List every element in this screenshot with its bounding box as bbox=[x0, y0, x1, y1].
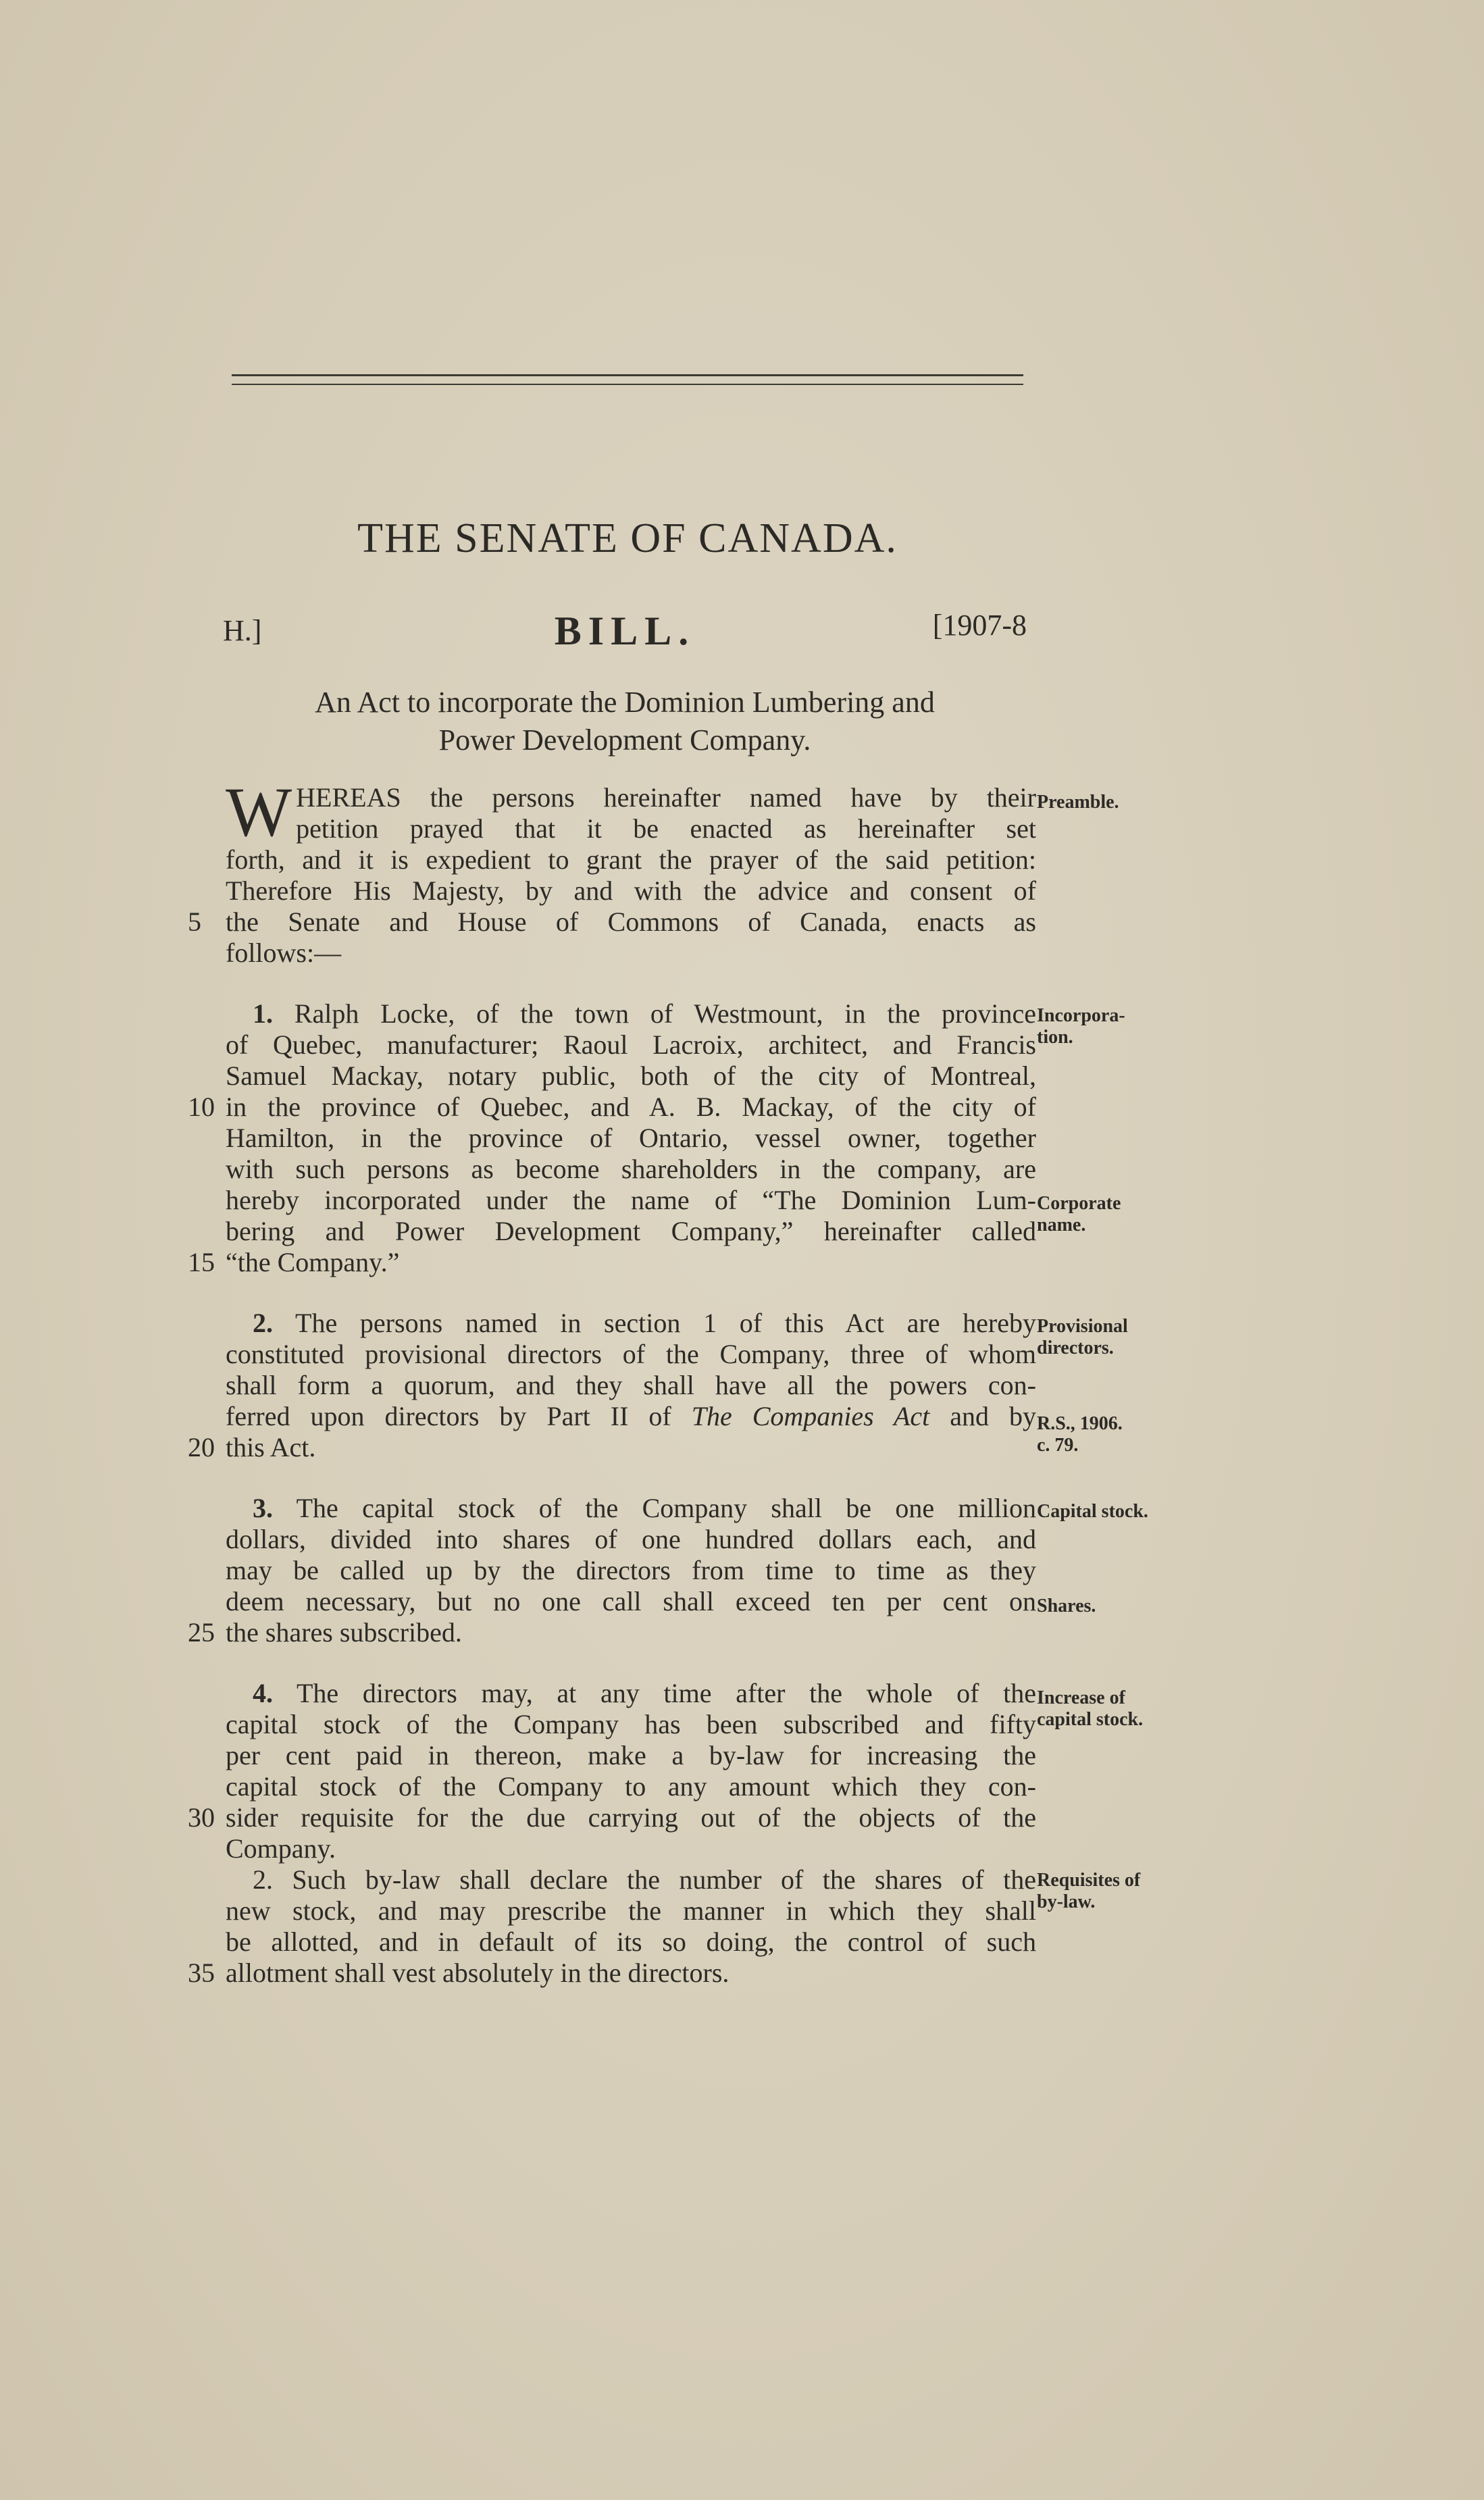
act-title bbox=[223, 684, 1027, 759]
top-rule-thin bbox=[232, 384, 1023, 385]
margin-note-preamble: Preamble. bbox=[1037, 792, 1119, 813]
margin-note-increase-capital: Increase of capital stock. bbox=[1037, 1687, 1144, 1730]
section-1-line: of Quebec, manufacturer; Raoul Lacroix, architect, and Francis bbox=[226, 1029, 1036, 1060]
section-1-line: Samuel Mackay, notary public, both of the city of Montreal, bbox=[226, 1061, 1036, 1091]
section-4-sub2-line: 35 allotment shall vest absolutely in the directors. bbox=[188, 1958, 730, 1988]
section-1-line: 15 “the Company.” bbox=[188, 1247, 400, 1277]
section-4-sub2-line: new stock, and may prescribe the manner in which they shall bbox=[226, 1895, 1036, 1926]
section-4-line: capital stock of the Company has been subscribed and fifty bbox=[226, 1709, 1036, 1739]
section-1-line: 1. Ralph Locke, of the town of Westmount, in the province bbox=[253, 998, 1036, 1029]
line-number: 5 bbox=[188, 907, 201, 937]
section-4-sub2-line: be allotted, and in default of its so doing, the control of such bbox=[226, 1927, 1036, 1957]
section-number: 4. bbox=[253, 1678, 273, 1708]
section-3-line: 3. The capital stock of the Company shall be one million bbox=[253, 1493, 1036, 1523]
margin-note-shares: Shares. bbox=[1037, 1596, 1096, 1616]
section-4-line: 4. The directors may, at any time after the whole of the bbox=[253, 1678, 1036, 1708]
section-1-line: 10 in the province of Quebec, and A. B. Mackay, of the city of bbox=[188, 1092, 1036, 1122]
margin-note-requisites: Requisites of by-law. bbox=[1037, 1870, 1141, 1912]
section-4-line: Company. bbox=[226, 1833, 336, 1864]
margin-note-revised-statutes: R.S., 1906. c. 79. bbox=[1037, 1413, 1123, 1456]
section-2-line: constituted provisional directors of the Company, three of whom bbox=[226, 1339, 1036, 1369]
section-number: 2. bbox=[253, 1308, 273, 1338]
act-title-line: Power Development Company. bbox=[438, 723, 811, 757]
line-number: 10 bbox=[188, 1092, 215, 1122]
preamble-line: forth, and it is expedient to grant the prayer of the said petition: bbox=[226, 844, 1036, 875]
line-number: 20 bbox=[188, 1432, 215, 1462]
section-3-line: deem necessary, but no one call shall exceed ten per cent on bbox=[226, 1586, 1036, 1616]
section-2-line: 20 this Act. bbox=[188, 1432, 316, 1462]
line-number: 25 bbox=[188, 1617, 215, 1648]
bill-header-row bbox=[223, 608, 1027, 655]
dropcap: W bbox=[226, 773, 292, 851]
section-number: 1. bbox=[253, 998, 273, 1029]
section-2-line: ferred upon directors by Part II of The Companies Act and by bbox=[226, 1401, 1037, 1431]
act-title-line: An Act to incorporate the Dominion Lumbering and bbox=[315, 686, 935, 719]
section-number: 3. bbox=[253, 1493, 273, 1523]
section-2-line: 2. The persons named in section 1 of this Act are hereby bbox=[253, 1308, 1037, 1338]
preamble-line: HEREAS the persons hereinafter named have by their bbox=[296, 782, 1036, 813]
section-1-line: bering and Power Development Company,” hereinafter called bbox=[226, 1216, 1036, 1246]
section-3-line: 25 the shares subscribed. bbox=[188, 1617, 462, 1648]
bill-label: BILL. bbox=[554, 609, 696, 653]
line-number: 30 bbox=[188, 1802, 215, 1833]
preamble-line: Therefore His Majesty, by and with the advice and consent of bbox=[226, 875, 1036, 906]
bill-body bbox=[188, 773, 1037, 1989]
line-number: 15 bbox=[188, 1247, 215, 1277]
section-3-line: dollars, divided into shares of one hundred dollars each, and bbox=[226, 1524, 1036, 1554]
section-1-line: hereby incorporated under the name of “The Dominion Lum- bbox=[226, 1185, 1036, 1215]
section-4-sub2-line: 2. Such by-law shall declare the number of the shares of the bbox=[253, 1864, 1036, 1895]
margin-note-corporate-name: Corporate name. bbox=[1037, 1193, 1121, 1235]
margin-note-incorporation: Incorpora- tion. bbox=[1037, 1005, 1125, 1048]
chamber-heading: THE SENATE OF CANADA. bbox=[357, 515, 898, 561]
section-4-line: 30 sider requisite for the due carrying out of the objects of the bbox=[188, 1802, 1036, 1833]
act-citation-italic: The Companies Act bbox=[691, 1401, 930, 1431]
section-4-line: per cent paid in thereon, make a by-law for increasing the bbox=[226, 1740, 1036, 1770]
section-1-line: with such persons as become shareholders in the company, are bbox=[226, 1154, 1036, 1184]
margin-note-capital-stock: Capital stock. bbox=[1037, 1501, 1148, 1522]
section-4-line: capital stock of the Company to any amount which they con- bbox=[226, 1771, 1036, 1802]
margin-note-provisional-directors: Provisional directors. bbox=[1037, 1316, 1128, 1358]
line-number: 35 bbox=[188, 1958, 215, 1988]
section-2-line: shall form a quorum, and they shall have all the powers con- bbox=[226, 1370, 1036, 1400]
section-1-line: Hamilton, in the province of Ontario, vessel owner, together bbox=[226, 1123, 1036, 1153]
preamble-line: follows:— bbox=[226, 938, 342, 968]
house-marker: H.] bbox=[223, 614, 262, 647]
preamble-line: petition prayed that it be enacted as hereinafter set bbox=[296, 813, 1036, 844]
preamble-line: 5 the Senate and House of Commons of Canada, enacts as bbox=[188, 907, 1036, 937]
section-3-line: may be called up by the directors from time to time as they bbox=[226, 1555, 1036, 1585]
top-rule bbox=[232, 374, 1023, 376]
session-year: [1907-8 bbox=[932, 609, 1027, 642]
